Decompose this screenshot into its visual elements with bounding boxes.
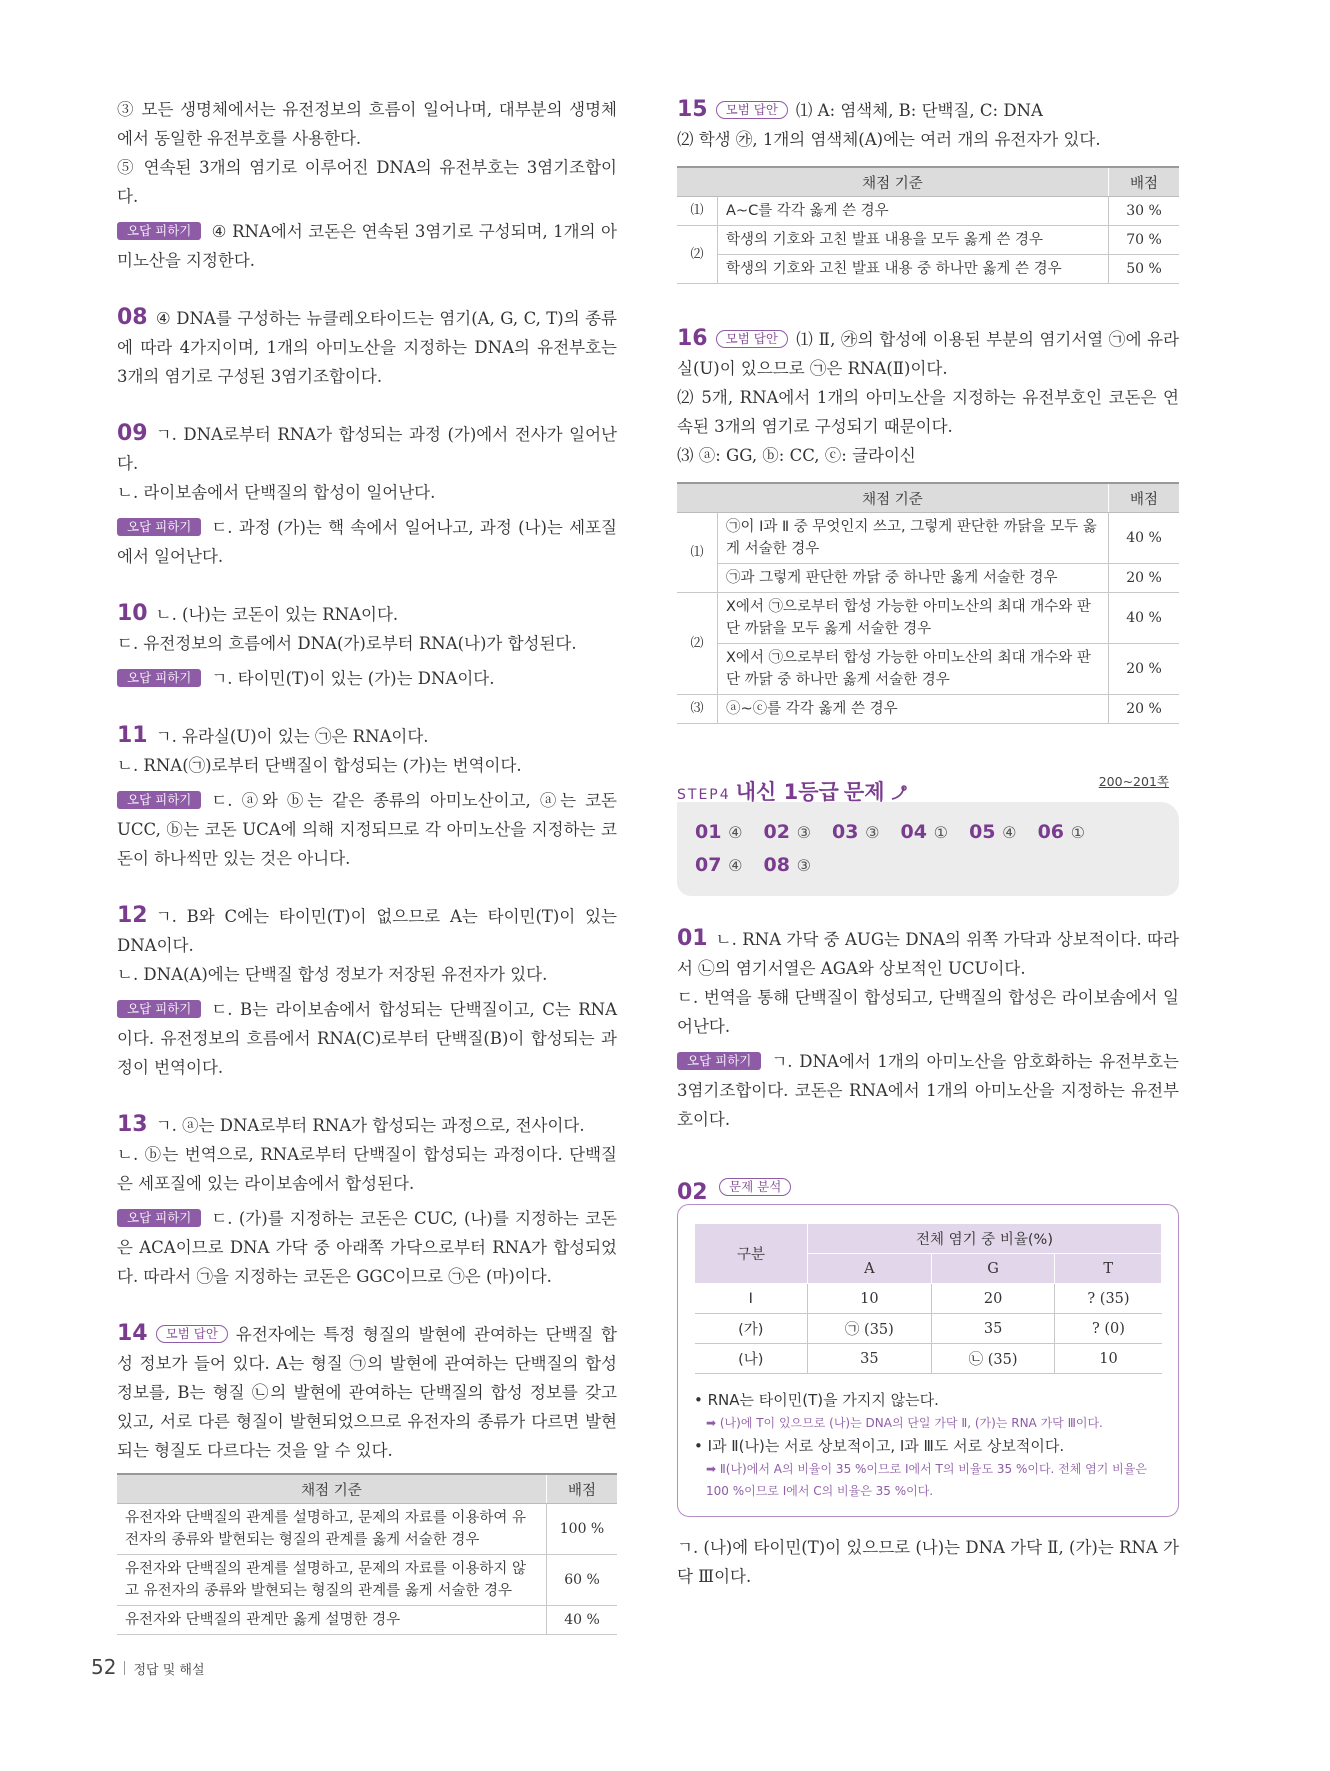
table-header: 전체 염기 중 비율(%)	[808, 1224, 1162, 1254]
analysis-tag: 문제 분석	[719, 1178, 791, 1196]
paragraph: ㄴ. DNA(A)에는 단백질 합성 정보가 저장된 유전자가 있다.	[117, 965, 548, 984]
list-item: • RNA는 타이민(T)을 가지지 않는다. ➡ (나)에 T이 있으므로 (나)는 DNA의 단일 가닥 Ⅱ, (가)는 RNA 가닥 Ⅲ이다.	[694, 1391, 1103, 1430]
paragraph: ㄱ. (나)에 타이민(T)이 있으므로 (나)는 DNA 가닥 Ⅱ, (가)는 RNA 가닥 Ⅲ이다.	[677, 1538, 1179, 1586]
answer-item: 08 ③	[763, 854, 811, 876]
question-number: 13	[117, 1112, 148, 1137]
answer-item: 05 ④	[969, 821, 1017, 843]
table-header: A	[808, 1254, 932, 1284]
grading-table	[677, 482, 1179, 724]
table-header: 채점 기준	[677, 483, 1109, 513]
answer-item: 06 ①	[1037, 821, 1085, 843]
answer-item: 01 ④	[695, 821, 743, 843]
question-number: 14	[117, 1321, 148, 1346]
grading-table	[117, 1473, 617, 1635]
question-09: 09 ㄱ. DNA로부터 RNA가 합성되는 과정 (가)에서 전사가 일어난다. ㄴ. 라이보솜에서 단백질의 합성이 일어난다. 오답 피하기 ㄷ. 과정 (가)는 핵 속에서 일어나고, 과정 (나)는 세포질에서 일어난다.	[117, 419, 617, 571]
page-range: 200~201쪽	[1098, 774, 1169, 789]
table-row: Ⅰ 10 20 ? (35)	[695, 1284, 1162, 1314]
question-number: 12	[117, 903, 148, 928]
avoid-paragraph: 오답 피하기 ④ RNA에서 코돈은 연속된 3염기로 구성되며, 1개의 아미노산을 지정한다.	[117, 222, 617, 270]
question-10: 10 ㄴ. (나)는 코돈이 있는 RNA이다. ㄷ. 유전정보의 흐름에서 DNA(가)로부터 RNA(나)가 합성된다. 오답 피하기 ㄱ. 타이민(T)이 있는 (가)는 DNA이다.	[117, 599, 617, 693]
model-answer-tag: 모범 답안	[716, 330, 788, 348]
question-16: 16 모범 답안 ⑴ Ⅱ, ㉮의 합성에 이용된 부분의 염기서열 ㉠에 유라실(U)이 있으므로 ㉠은 RNA(Ⅱ)이다. ⑵ 5개, RNA에서 1개의 아미노산을 지정하는 유전부호인 코돈은 연속된 3개의 염기로 구성되기 때문이다. ⑶ ⓐ: GG, ⓑ: CC, ⓒ: 글라이신 채점 기준 배점 ⑴ ㉠이 Ⅰ과 Ⅱ 중 무엇인지 쓰고, 그렇게 판단한 까닭을 모두 옳게 서술한 경우 40 % ㉠과 그렇게 판단한 까닭 중 하나만 옳게 서술한 경우 20 % ⑵ X에서 ㉠으로부터 합성 가능한 아미노산의 최대 개수와 판단 까닭을 모두 옳게 서술한 경우 40 % X에서 ㉠으로부터 합성 가능한 아미노산의 최대 개수와 판단 까닭 중 하나만 옳게 서술한 경우 20 % ⑶ ⓐ~ⓒ를 각각 옳게 쓴 경우 20 %	[677, 324, 1179, 724]
paragraph: ㄴ. RNA(㉠)로부터 단백질이 합성되는 (가)는 번역이다.	[117, 756, 522, 775]
table-header: T	[1055, 1254, 1162, 1284]
paragraph: ㄷ. 유전정보의 흐름에서 DNA(가)로부터 RNA(나)가 합성된다.	[117, 634, 577, 653]
table-row: ⑵ 학생의 기호와 고친 발표 내용을 모두 옳게 쓴 경우 70 %	[677, 226, 1179, 255]
question-08: 08 ④ DNA를 구성하는 뉴클레오타이드는 염기(A, G, C, T)의 종류에 따라 4가지이며, 1개의 아미노산을 지정하는 DNA의 유전부호는 3개의 염기로 구성된 3염기조합이다.	[117, 305, 617, 386]
divider	[124, 1661, 125, 1675]
step4-question-01: 01 ㄴ. RNA 가닥 중 AUG는 DNA의 위쪽 가닥과 상보적이다. 따라서 ㉡의 염기서열은 AGA와 상보적인 UCU이다. ㄷ. 번역을 통해 단백질이 합성되고, 단백질의 합성은 라이보솜에서 일어난다. 오답 피하기 ㄱ. DNA에서 1개의 아미노산을 암호화하는 유전부호는 3염기조합이다. 코돈은 RNA에서 1개의 아미노산을 지정하는 유전부호이다.	[677, 924, 1179, 1134]
table-header: 배점	[1109, 483, 1180, 513]
paragraph: ⑵ 학생 ㉮, 1개의 염색체(A)에는 여러 개의 유전자가 있다.	[677, 130, 1101, 149]
avoid-paragraph: 오답 피하기 ㄷ. ⓐ와 ⓑ는 같은 종류의 아미노산이고, ⓐ는 코돈 UCC, ⓑ는 코돈 UCA에 의해 지정되므로 각 아미노산을 지정하는 코돈이 하나씩만 있는 것은 아니다.	[117, 791, 617, 868]
question-number: 08	[117, 305, 148, 330]
page-number: 52	[91, 1655, 117, 1679]
answer-item: 03 ③	[832, 821, 880, 843]
paragraph: ③ 모든 생명체에서는 유전정보의 흐름이 일어나며, 대부분의 생명체에서 동일한 유전부호를 사용한다.	[117, 100, 617, 148]
paragraph: ㄴ. ⓑ는 번역으로, RNA로부터 단백질이 합성되는 과정이다. 단백질은 세포질에 있는 라이보솜에서 합성된다.	[117, 1145, 617, 1193]
section-continued	[117, 95, 617, 275]
avoid-paragraph: 오답 피하기 ㄱ. DNA에서 1개의 아미노산을 암호화하는 유전부호는 3염기조합이다. 코돈은 RNA에서 1개의 아미노산을 지정하는 유전부호이다.	[677, 1052, 1179, 1129]
avoid-tag: 오답 피하기	[117, 1209, 201, 1227]
left-column	[117, 95, 617, 1663]
avoid-paragraph: 오답 피하기 ㄷ. (가)를 지정하는 코돈은 CUC, (나)를 지정하는 코돈은 ACA이므로 DNA 가닥 중 아래쪽 가닥으로부터 RNA가 합성되었다. 따라서 ㉠을 지정하는 코돈은 GGC이므로 ㉠은 (마)이다.	[117, 1209, 617, 1286]
question-number: 01	[677, 926, 708, 951]
step4-section	[677, 772, 1179, 896]
avoid-tag: 오답 피하기	[117, 791, 201, 809]
question-14: 14 모범 답안 유전자에는 특정 형질의 발현에 관여하는 단백질 합성 정보가 들어 있다. A는 형질 ㉠의 발현에 관여하는 단백질의 합성 정보를, B는 형질 ㉡의 발현에 관여하는 단백질의 합성 정보를 갖고 있고, 서로 다른 형질이 발현되었으므로 유전자의 종류가 다르면 발현되는 형질도 다르다는 것을 알 수 있다. 채점 기준 배점 유전자와 단백질의 관계를 설명하고, 문제의 자료를 이용하여 유전자의 종류와 발현되는 형질의 관계를 옳게 서술한 경우 100 % 유전자와 단백질의 관계를 설명하고, 문제의 자료를 이용하지 않고 유전자의 종류와 발현되는 형질의 관계를 옳게 서술한 경우 60 % 유전자와 단백질의 관계만 옳게 설명한 경우 40 %	[117, 1319, 617, 1635]
question-number: 09	[117, 421, 148, 446]
avoid-tag: 오답 피하기	[677, 1052, 761, 1070]
analysis-notes	[694, 1388, 1162, 1502]
table-row: 유전자와 단백질의 관계만 옳게 설명한 경우 40 %	[117, 1606, 617, 1635]
question-12: 12 ㄱ. B와 C에는 타이민(T)이 없으므로 A는 타이민(T)이 있는 DNA이다. ㄴ. DNA(A)에는 단백질 합성 정보가 저장된 유전자가 있다. 오답 피하기 ㄷ. B는 라이보솜에서 합성되는 단백질이고, C는 RNA이다. 유전정보의 흐름에서 RNA(C)로부터 단백질(B)이 합성되는 과정이 번역이다.	[117, 901, 617, 1082]
answer-item: 02 ③	[763, 821, 811, 843]
analysis-box	[677, 1204, 1179, 1517]
right-column	[677, 95, 1179, 1619]
avoid-paragraph: 오답 피하기 ㄷ. 과정 (가)는 핵 속에서 일어나고, 과정 (나)는 세포질에서 일어난다.	[117, 518, 617, 566]
table-row: X에서 ㉠으로부터 합성 가능한 아미노산의 최대 개수와 판단 까닭 중 하나만 옳게 서술한 경우 20 %	[677, 644, 1179, 695]
avoid-paragraph: 오답 피하기 ㄱ. 타이민(T)이 있는 (가)는 DNA이다.	[117, 664, 617, 693]
table-header: G	[931, 1254, 1055, 1284]
avoid-paragraph: 오답 피하기 ㄷ. B는 라이보솜에서 합성되는 단백질이고, C는 RNA이다. 유전정보의 흐름에서 RNA(C)로부터 단백질(B)이 합성되는 과정이 번역이다.	[117, 1000, 617, 1077]
table-row: 유전자와 단백질의 관계를 설명하고, 문제의 자료를 이용하여 유전자의 종류와 발현되는 형질의 관계를 옳게 서술한 경우 100 %	[117, 1504, 617, 1555]
table-header: 채점 기준	[677, 167, 1109, 197]
step4-question-02	[677, 1178, 1179, 1591]
question-number: 02	[677, 1180, 708, 1205]
table-row: ㉠과 그렇게 판단한 까닭 중 하나만 옳게 서술한 경우 20 %	[677, 564, 1179, 593]
table-row: 학생의 기호와 고친 발표 내용 중 하나만 옳게 쓴 경우 50 %	[677, 255, 1179, 284]
table-row: (나) 35 ㉡ (35) 10	[695, 1344, 1162, 1374]
model-answer-tag: 모범 답안	[716, 101, 788, 119]
question-11: 11 ㄱ. 유라실(U)이 있는 ㉠은 RNA이다. ㄴ. RNA(㉠)로부터 단백질이 합성되는 (가)는 번역이다. 오답 피하기 ㄷ. ⓐ와 ⓑ는 같은 종류의 아미노산이고, ⓐ는 코돈 UCC, ⓑ는 코돈 UCA에 의해 지정되므로 각 아미노산을 지정하는 코돈이 하나씩만 있는 것은 아니다.	[117, 721, 617, 873]
table-header: 구분	[695, 1224, 808, 1284]
question-number: 10	[117, 601, 148, 626]
answer-item: 04 ①	[900, 821, 948, 843]
answer-key	[677, 802, 1179, 896]
list-item: • Ⅰ과 Ⅱ(나)는 서로 상보적이고, Ⅰ과 Ⅲ도 서로 상보적이다. ➡ Ⅱ(나)에서 A의 비율이 35 %이므로 Ⅰ에서 T의 비율도 35 %이다. 전체 염기 비율은 100 %이므로 Ⅰ에서 C의 비율은 35 %이다.	[694, 1437, 1147, 1498]
table-row: 유전자와 단백질의 관계를 설명하고, 문제의 자료를 이용하지 않고 유전자의 종류와 발현되는 형질의 관계를 옳게 서술한 경우 60 %	[117, 1555, 617, 1606]
page-footer	[91, 1655, 205, 1679]
table-row: (가) ㉠ (35) 35 ? (0)	[695, 1314, 1162, 1344]
base-ratio-table	[694, 1223, 1162, 1374]
table-header: 채점 기준	[117, 1474, 547, 1504]
title-swoosh-icon	[890, 785, 908, 801]
table-row: ⑵ X에서 ㉠으로부터 합성 가능한 아미노산의 최대 개수와 판단 까닭을 모두 옳게 서술한 경우 40 %	[677, 593, 1179, 644]
model-answer-tag: 모범 답안	[156, 1325, 228, 1343]
paragraph: ⑵ 5개, RNA에서 1개의 아미노산을 지정하는 유전부호인 코돈은 연속된 3개의 염기로 구성되기 때문이다.	[677, 388, 1179, 436]
table-row: ⑴ A~C를 각각 옳게 쓴 경우 30 %	[677, 197, 1179, 226]
question-number: 16	[677, 326, 708, 351]
table-row: ⑴ ㉠이 Ⅰ과 Ⅱ 중 무엇인지 쓰고, 그렇게 판단한 까닭을 모두 옳게 서술한 경우 40 %	[677, 513, 1179, 564]
question-number: 11	[117, 723, 148, 748]
avoid-tag: 오답 피하기	[117, 1000, 201, 1018]
avoid-tag: 오답 피하기	[117, 222, 201, 240]
table-row: ⑶ ⓐ~ⓒ를 각각 옳게 쓴 경우 20 %	[677, 695, 1179, 724]
question-number: 15	[677, 97, 708, 122]
avoid-tag: 오답 피하기	[117, 518, 201, 536]
question-13: 13 ㄱ. ⓐ는 DNA로부터 RNA가 합성되는 과정으로, 전사이다. ㄴ. ⓑ는 번역으로, RNA로부터 단백질이 합성되는 과정이다. 단백질은 세포질에 있는 라이보솜에서 합성된다. 오답 피하기 ㄷ. (가)를 지정하는 코돈은 CUC, (나)를 지정하는 코돈은 ACA이므로 DNA 가닥 중 아래쪽 가닥으로부터 RNA가 합성되었다. 따라서 ㉠을 지정하는 코돈은 GGC이므로 ㉠은 (마)이다.	[117, 1110, 617, 1291]
footer-label: 정답 및 해설	[133, 1663, 205, 1678]
avoid-tag: 오답 피하기	[117, 669, 201, 687]
paragraph: ㄷ. 번역을 통해 단백질이 합성되고, 단백질의 합성은 라이보솜에서 일어난다.	[677, 988, 1179, 1036]
paragraph: ⑶ ⓐ: GG, ⓑ: CC, ⓒ: 글라이신	[677, 446, 916, 465]
grading-table	[677, 166, 1179, 284]
answer-item: 07 ④	[695, 854, 743, 876]
paragraph: ㄴ. 라이보솜에서 단백질의 합성이 일어난다.	[117, 483, 436, 502]
table-header: 배점	[547, 1474, 618, 1504]
table-header: 배점	[1109, 167, 1180, 197]
step-title: STEP4 내신 1등급 문제	[677, 776, 908, 806]
question-15: 15 모범 답안 ⑴ A: 염색체, B: 단백질, C: DNA ⑵ 학생 ㉮, 1개의 염색체(A)에는 여러 개의 유전자가 있다. 채점 기준 배점 ⑴ A~C를 각각 옳게 쓴 경우 30 % ⑵ 학생의 기호와 고친 발표 내용을 모두 옳게 쓴 경우 70 % 학생의 기호와 고친 발표 내용 중 하나만 옳게 쓴 경우 50 %	[677, 95, 1179, 284]
paragraph: ⑤ 연속된 3개의 염기로 이루어진 DNA의 유전부호는 3염기조합이다.	[117, 158, 617, 206]
